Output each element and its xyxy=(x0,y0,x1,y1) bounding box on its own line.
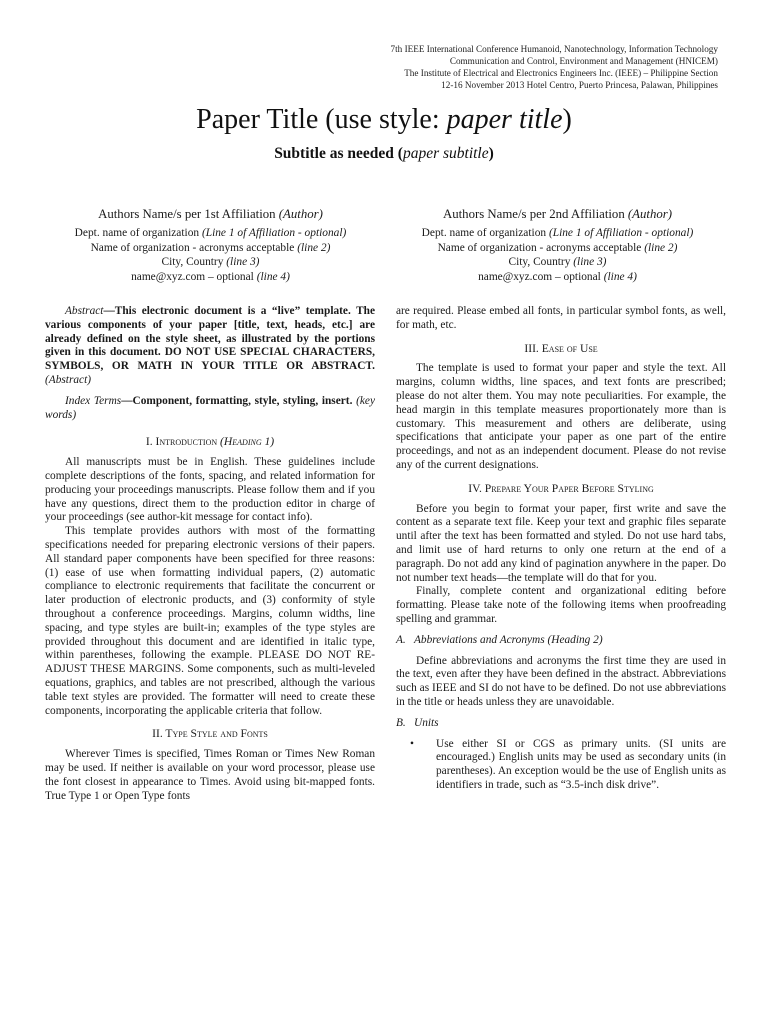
author-dept: Dept. name of organization (Line 1 of Affiliation - optional) xyxy=(421,227,694,239)
section-heading-introduction: I. Introduction (Heading 1) xyxy=(145,435,275,449)
subsection-heading-abbreviations: A. Abbreviations and Acronyms (Heading 2) xyxy=(396,633,603,646)
section-heading-prepare-paper: IV. Prepare Your Paper Before Styling xyxy=(468,481,654,495)
paragraph: Before you begin to format your paper, first write and save the content as a separate text file. Keep your text and graphic files separate until after the text has been formatted and styled. Do not use hard tabs, and limit use of hard returns to only one return at the end of a paragraph. Do not add any kind of pagination anywhere in the paper. Do not number text heads—the template will do that for you. xyxy=(396,502,726,584)
author-email: name@xyz.com – optional (line 4) xyxy=(478,270,637,283)
author-name: Authors Name/s per 2nd Affiliation (Author) xyxy=(442,207,672,221)
author-block-2 xyxy=(390,205,725,284)
paper-title-close: ) xyxy=(562,104,572,135)
paper-title-main: Paper Title (use style: xyxy=(196,104,447,135)
conference-header xyxy=(298,43,718,91)
abstract xyxy=(45,305,375,388)
author-email: name@xyz.com – optional (line 4) xyxy=(131,270,290,283)
author-city: City, Country (line 3) xyxy=(508,256,607,269)
units-list xyxy=(396,738,726,793)
right-column xyxy=(396,305,726,793)
paper-title-style: paper title xyxy=(446,104,563,135)
abstract-text: —This electronic document is a “live” template. The various components of your paper [title, text, heads, etc.] are already defined on the style sheet, as illustrated by the portions given in this document. DO NOT USE SPECIAL CHARACTERS, SYMBOLS, OR MATH IN YOUR TITLE OR ABSTRACT. xyxy=(45,305,375,373)
index-terms-text: —Component, formatting, style, styling, insert. xyxy=(121,394,357,407)
author-city: City, Country (line 3) xyxy=(161,256,260,269)
index-terms-label: Index Terms xyxy=(65,394,122,407)
section-heading-ease-of-use: III. Ease of Use xyxy=(524,341,598,355)
list-item: • Use either SI or CGS as primary units. (SI units are encouraged.) English units may be used as secondary units (in parentheses). An exception would be the use of English units as identifiers in trade, such as “3.5-inch disk drive”. xyxy=(410,737,726,791)
author-org: Name of organization - acronyms acceptable (line 2) xyxy=(90,241,331,254)
paper-subtitle-close: ) xyxy=(488,145,494,162)
paragraph: The template is used to format your paper and style the text. All margins, column widths, line spaces, and text fonts are prescribed; please do not alter them. You may note peculiarities. For example, the head margin in this template measures proportionately more than is customary. This measurement and others are deliberate, using specifications that anticipate your paper as one part of the entire proceedings, and not as an independent document. Please do not revise any of the current designations. xyxy=(396,362,726,471)
conference-line-3: The Institute of Electrical and Electronics Engineers Inc. (IEEE) – Philippine Section xyxy=(404,68,718,78)
conference-line-2: Communication and Control, Environment and Management (HNICEM) xyxy=(449,56,718,66)
conference-line-4: 12-16 November 2013 Hotel Centro, Puerto Princesa, Palawan, Philippines xyxy=(441,80,718,90)
index-terms-style: (key words) xyxy=(45,394,375,421)
section-heading-type-style: II. Type Style and Fonts xyxy=(152,727,268,741)
abstract-style: (Abstract) xyxy=(45,373,91,386)
left-column xyxy=(45,305,375,803)
abstract-label: Abstract xyxy=(65,305,104,317)
index-terms xyxy=(45,395,375,423)
paragraph: All manuscripts must be in English. These guidelines include complete descriptions of the fonts, spacing, and related information for producing your proceedings manuscripts. Please follow them and if you have any questions, direct them to the production editor in charge of your proceedings (see author-kit message for contact info). xyxy=(45,456,375,524)
paper-title xyxy=(0,100,768,140)
paragraph-continued: are required. Please embed all fonts, in particular symbol fonts, as well, for math, etc. xyxy=(396,305,726,331)
paragraph: This template provides authors with most of the formatting specifications needed for preparing electronic versions of their papers. All standard paper components have been specified for three reasons: (1) ease of use when formatting individual papers, (2) automatic compliance to electronic requirements that facilitate the concurrent or later production of electronic products, and (3) conformity of style throughout a conference proceedings. Margins, column widths, line spacing, and type styles are built-in; examples of the type styles are provided throughout this document and are identified in italic type, within parentheses, following the example. PLEASE DO NOT RE-ADJUST THESE MARGINS. Some components, such as multi-leveled equations, graphics, and tables are not prescribed, although the various table text styles are provided. The formatter will need to create these components, incorporating the applicable criteria that follow. xyxy=(45,525,375,717)
author-name: Authors Name/s per 1st Affiliation (Author) xyxy=(98,207,323,221)
paragraph: Finally, complete content and organizational editing before formatting. Please take note of the following items when proofreading spelling and grammar. xyxy=(396,585,726,625)
paper-subtitle-main: Subtitle as needed ( xyxy=(274,145,403,162)
paper-subtitle xyxy=(0,143,768,165)
paper-subtitle-style: paper subtitle xyxy=(402,145,489,162)
author-block-1 xyxy=(43,205,378,284)
paragraph: Define abbreviations and acronyms the first time they are used in the text, even after they have been defined in the abstract. Abbreviations such as IEEE and SI do not have to be defined. Do not use abbreviations in the title or heads unless they are unavoidable. xyxy=(396,654,726,708)
author-org: Name of organization - acronyms acceptable (line 2) xyxy=(437,241,678,254)
author-dept: Dept. name of organization (Line 1 of Affiliation - optional) xyxy=(74,227,347,239)
bullet-icon: • xyxy=(410,737,414,750)
subsection-heading-units: B. Units xyxy=(396,716,439,729)
conference-line-1: 7th IEEE International Conference Humanoid, Nanotechnology, Information Technology xyxy=(390,44,718,54)
paragraph: Wherever Times is specified, Times Roman or Times New Roman may be used. If neither is available on your word processor, please use the font closest in appearance to Times. Avoid using bit-mapped fonts. True Type 1 or Open Type fonts xyxy=(45,748,375,802)
